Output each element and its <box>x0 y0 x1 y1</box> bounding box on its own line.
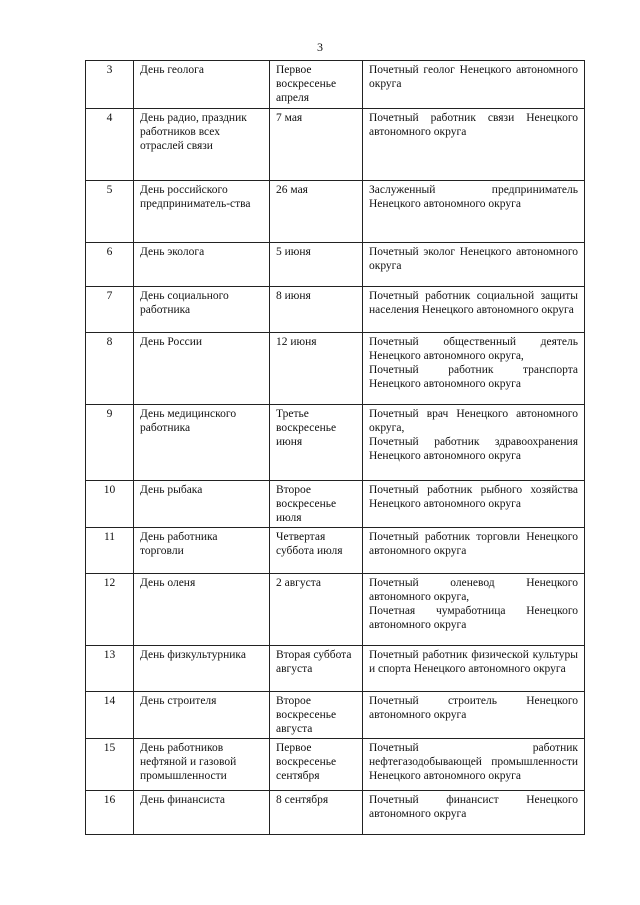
row-number: 12 <box>86 574 134 646</box>
holiday-date: 26 мая <box>270 181 363 243</box>
row-number: 10 <box>86 481 134 528</box>
table-row <box>86 481 585 528</box>
honorary-title: Почетный строитель Ненецкого автономного округа <box>369 695 578 721</box>
honorary-title-cell <box>363 739 585 791</box>
holiday-name: День России <box>134 333 270 405</box>
honorary-title-cell <box>363 791 585 835</box>
table-row <box>86 646 585 692</box>
holiday-name: День строителя <box>134 692 270 739</box>
holiday-name: День геолога <box>134 61 270 109</box>
honorary-title-cell <box>363 181 585 243</box>
page-number: 3 <box>317 40 323 54</box>
row-number: 11 <box>86 528 134 574</box>
honorary-title: Почетный работник связи Ненецкого автономного округа <box>369 112 578 138</box>
awards-table <box>85 60 585 835</box>
holiday-date: Четвертая суббота июля <box>270 528 363 574</box>
holiday-name: День финансиста <box>134 791 270 835</box>
honorary-title: Почетный работник социальной защиты населения Ненецкого автономного округа <box>369 290 578 316</box>
table-row <box>86 692 585 739</box>
holiday-name: День работника торговли <box>134 528 270 574</box>
honorary-title: Почетный работник торговли Ненецкого автономного округа <box>369 531 578 557</box>
holiday-name: День российского предприниматель-ства <box>134 181 270 243</box>
row-number: 8 <box>86 333 134 405</box>
honorary-title-cell <box>363 333 585 405</box>
honorary-title-cell <box>363 109 585 181</box>
holiday-date: Вторая суббота августа <box>270 646 363 692</box>
holiday-name: День социального работника <box>134 287 270 333</box>
honorary-title-cell <box>363 287 585 333</box>
honorary-title: Почетный общественный деятель Ненецкого автономного округа, <box>369 336 578 362</box>
holiday-date: 2 августа <box>270 574 363 646</box>
honorary-title: Почетный работник физической культуры и спорта Ненецкого автономного округа <box>369 649 578 675</box>
row-number: 3 <box>86 61 134 109</box>
table-row <box>86 243 585 287</box>
honorary-title: Почетный оленевод Ненецкого автономного округа, <box>369 577 578 603</box>
honorary-title: Почетный работник нефтегазодобывающей промышленности Ненецкого автономного округа <box>369 742 578 782</box>
honorary-title-cell <box>363 692 585 739</box>
honorary-title: Почетная чумработница Ненецкого автономного округа <box>369 605 578 631</box>
row-number: 9 <box>86 405 134 481</box>
honorary-title-cell <box>363 405 585 481</box>
holiday-name: День физкультурника <box>134 646 270 692</box>
honorary-title: Почетный геолог Ненецкого автономного округа <box>369 64 578 90</box>
row-number: 6 <box>86 243 134 287</box>
honorary-title: Заслуженный предприниматель Ненецкого автономного округа <box>369 184 578 210</box>
holiday-date: 7 мая <box>270 109 363 181</box>
row-number: 4 <box>86 109 134 181</box>
row-number: 14 <box>86 692 134 739</box>
holiday-date: Второе воскресенье августа <box>270 692 363 739</box>
holiday-name: День радио, праздник работников всех отраслей связи <box>134 109 270 181</box>
holiday-date: 8 сентября <box>270 791 363 835</box>
holiday-name: День эколога <box>134 243 270 287</box>
row-number: 13 <box>86 646 134 692</box>
holiday-name: День рыбака <box>134 481 270 528</box>
row-number: 16 <box>86 791 134 835</box>
row-number: 5 <box>86 181 134 243</box>
table-row <box>86 574 585 646</box>
honorary-title: Почетный работник рыбного хозяйства Ненецкого автономного округа <box>369 484 578 510</box>
honorary-title-cell <box>363 574 585 646</box>
table-row <box>86 61 585 109</box>
holiday-date: 5 июня <box>270 243 363 287</box>
row-number: 7 <box>86 287 134 333</box>
honorary-title-cell <box>363 61 585 109</box>
honorary-title-cell <box>363 646 585 692</box>
table-row <box>86 528 585 574</box>
holiday-name: День работников нефтяной и газовой промышленности <box>134 739 270 791</box>
holiday-date: 8 июня <box>270 287 363 333</box>
honorary-title: Почетный работник здравоохранения Ненецкого автономного округа <box>369 436 578 462</box>
table-row <box>86 333 585 405</box>
honorary-title: Почетный эколог Ненецкого автономного округа <box>369 246 578 272</box>
holiday-date: Первое воскресенье сентября <box>270 739 363 791</box>
holiday-name: День медицинского работника <box>134 405 270 481</box>
table-row <box>86 287 585 333</box>
holiday-date: Третье воскресенье июня <box>270 405 363 481</box>
honorary-title-cell <box>363 243 585 287</box>
honorary-title-cell <box>363 528 585 574</box>
awards-table-body <box>86 61 585 835</box>
holiday-name: День оленя <box>134 574 270 646</box>
holiday-date: Первое воскресенье апреля <box>270 61 363 109</box>
table-row <box>86 791 585 835</box>
table-row <box>86 181 585 243</box>
table-row <box>86 109 585 181</box>
row-number: 15 <box>86 739 134 791</box>
holiday-date: Второе воскресенье июля <box>270 481 363 528</box>
honorary-title-cell <box>363 481 585 528</box>
honorary-title: Почетный врач Ненецкого автономного округа, <box>369 408 578 434</box>
holiday-date: 12 июня <box>270 333 363 405</box>
table-row <box>86 739 585 791</box>
honorary-title: Почетный работник транспорта Ненецкого автономного округа <box>369 364 578 390</box>
table-row <box>86 405 585 481</box>
honorary-title: Почетный финансист Ненецкого автономного округа <box>369 794 578 820</box>
